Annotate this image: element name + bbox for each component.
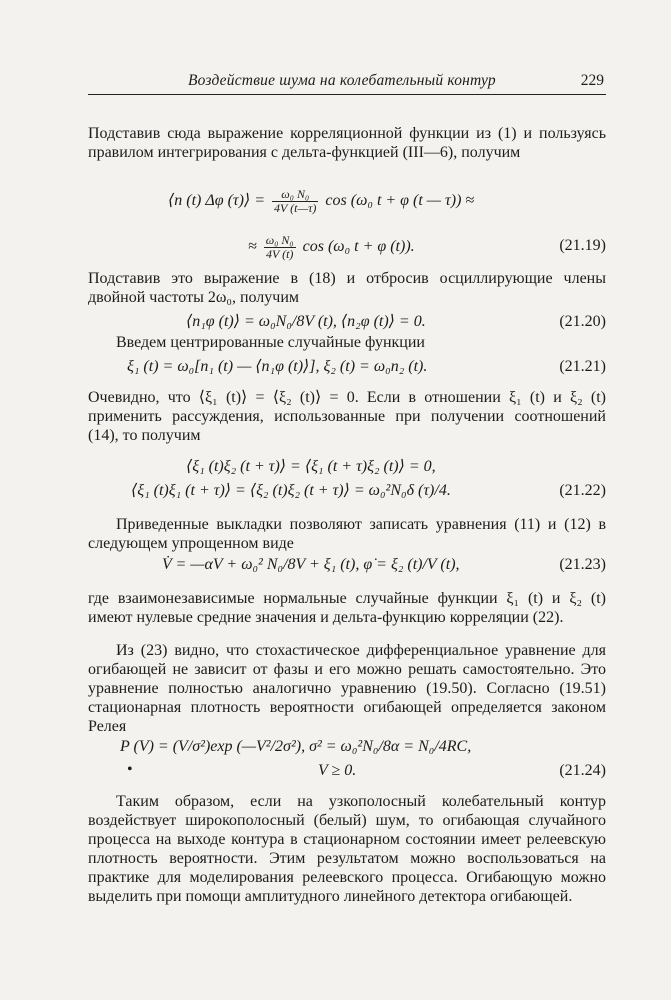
equation-21-19-line-2 <box>248 234 415 261</box>
equation-21-19-line-1 <box>168 188 474 215</box>
fraction-denominator: 4V (t) <box>265 247 294 261</box>
eq-lhs: ≈ <box>248 238 257 256</box>
paragraph-5: Приведенные выкладки позволяют записать уравнения (11) и (12) в следующем упрощенном виде <box>88 516 606 552</box>
paragraph-4: Очевидно, что ⟨ξ₁ (t)⟩ = ⟨ξ₂ (t)⟩ = 0. Если в отношении ξ₁ (t) и ξ₂ (t) применить рассуждения, использованные при получении соотношений (14), то получим <box>88 389 606 444</box>
equation-21-24-line-2: V ≥ 0. <box>318 762 357 779</box>
equation-21-22-line-2: ⟨ξ₁ (t)ξ₁ (t + τ)⟩ = ⟨ξ₂ (t)ξ₂ (t + τ)⟩ = ω₀²N₀δ (τ)/4. <box>131 482 451 499</box>
equation-21-20: ⟨n₁φ (t)⟩ = ω₀N₀/8V (t), ⟨n₂φ (t)⟩ = 0. <box>186 313 426 330</box>
equation-number: (21.23) <box>559 556 606 573</box>
fraction <box>272 188 318 215</box>
eq-rhs: cos (ω₀ t + φ (t — τ)) ≈ <box>325 192 475 210</box>
fraction <box>264 234 296 261</box>
fraction-denominator: 4V (t—τ) <box>274 201 317 215</box>
paragraph-6: где взаимонезависимые нормальные случайные функции ξ₁ (t) и ξ₂ (t) имеют нулевые средние значения и дельта-функцию корреляции (22). <box>88 590 607 626</box>
eq-lhs: ⟨n (t) Δφ (τ)⟩ = <box>168 192 266 210</box>
equation-number: (21.22) <box>559 482 606 499</box>
page-number: 229 <box>580 72 604 89</box>
equation-21-24-line-1: P (V) = (V/σ²)exp (—V²/2σ²), σ² = ω₀²N₀/8α = N₀/4RC, <box>120 738 472 755</box>
equation-21-21: ξ₁ (t) = ω₀[n₁ (t) — ⟨n₁φ (t)⟩], ξ₂ (t) = ω₀n₂ (t). <box>127 358 428 375</box>
paragraph-2: Подставив это выражение в (18) и отбросив осциллирующие члены двойной частоты 2ω₀, получим <box>88 270 606 306</box>
paragraph-3: Введем центрированные случайные функции <box>116 334 425 351</box>
eq-rhs: cos (ω₀ t + φ (t)). <box>302 238 415 256</box>
equation-21-22-line-1: ⟨ξ₁ (t)ξ₂ (t + τ)⟩ = ⟨ξ₁ (t + τ)ξ₂ (t)⟩ = 0, <box>186 458 436 475</box>
equation-number: (21.21) <box>559 358 606 375</box>
running-header <box>88 66 606 95</box>
equation-21-23: V̇ = —αV + ω₀² N₀/8V + ξ₁ (t), φ̇ = ξ₂ (t)/V (t), <box>162 556 460 573</box>
stray-mark: • <box>127 761 133 778</box>
equation-number: (21.24) <box>559 762 606 779</box>
fraction-numerator: ω₀ N₀ <box>272 188 318 202</box>
paragraph-8: Таким образом, если на узкополосный колебательный контур воздействует широкополосный (белый) шум, то огибающая случайного процесса на выходе контура в стационарном состоянии имеет релеевскую плотность вероятности. Этим результатом можно воспользоваться на практике для моделирования релеевского процесса. Огибающую можно выделить при помощи амплитудного линейного детектора огибающей. <box>88 793 606 905</box>
fraction-numerator: ω₀ N₀ <box>265 233 294 247</box>
running-title: Воздействие шума на колебательный контур <box>188 72 496 89</box>
equation-number: (21.20) <box>559 313 606 330</box>
paragraph-7: Из (23) видно, что стохастическое дифференциальное уравнение для огибающей не зависит от фазы и его можно решать самостоятельно. Это уравнение полностью аналогично уравнению (19.50). Согласно (19.51) стационарная плотность вероятности огибающей определяется законом Релея <box>88 642 606 735</box>
equation-number: (21.19) <box>559 237 606 254</box>
paragraph-1: Подставив сюда выражение корреляционной функции из (1) и пользуясь правилом интегрирования с дельта-функцией (III—6), получим <box>88 125 606 161</box>
